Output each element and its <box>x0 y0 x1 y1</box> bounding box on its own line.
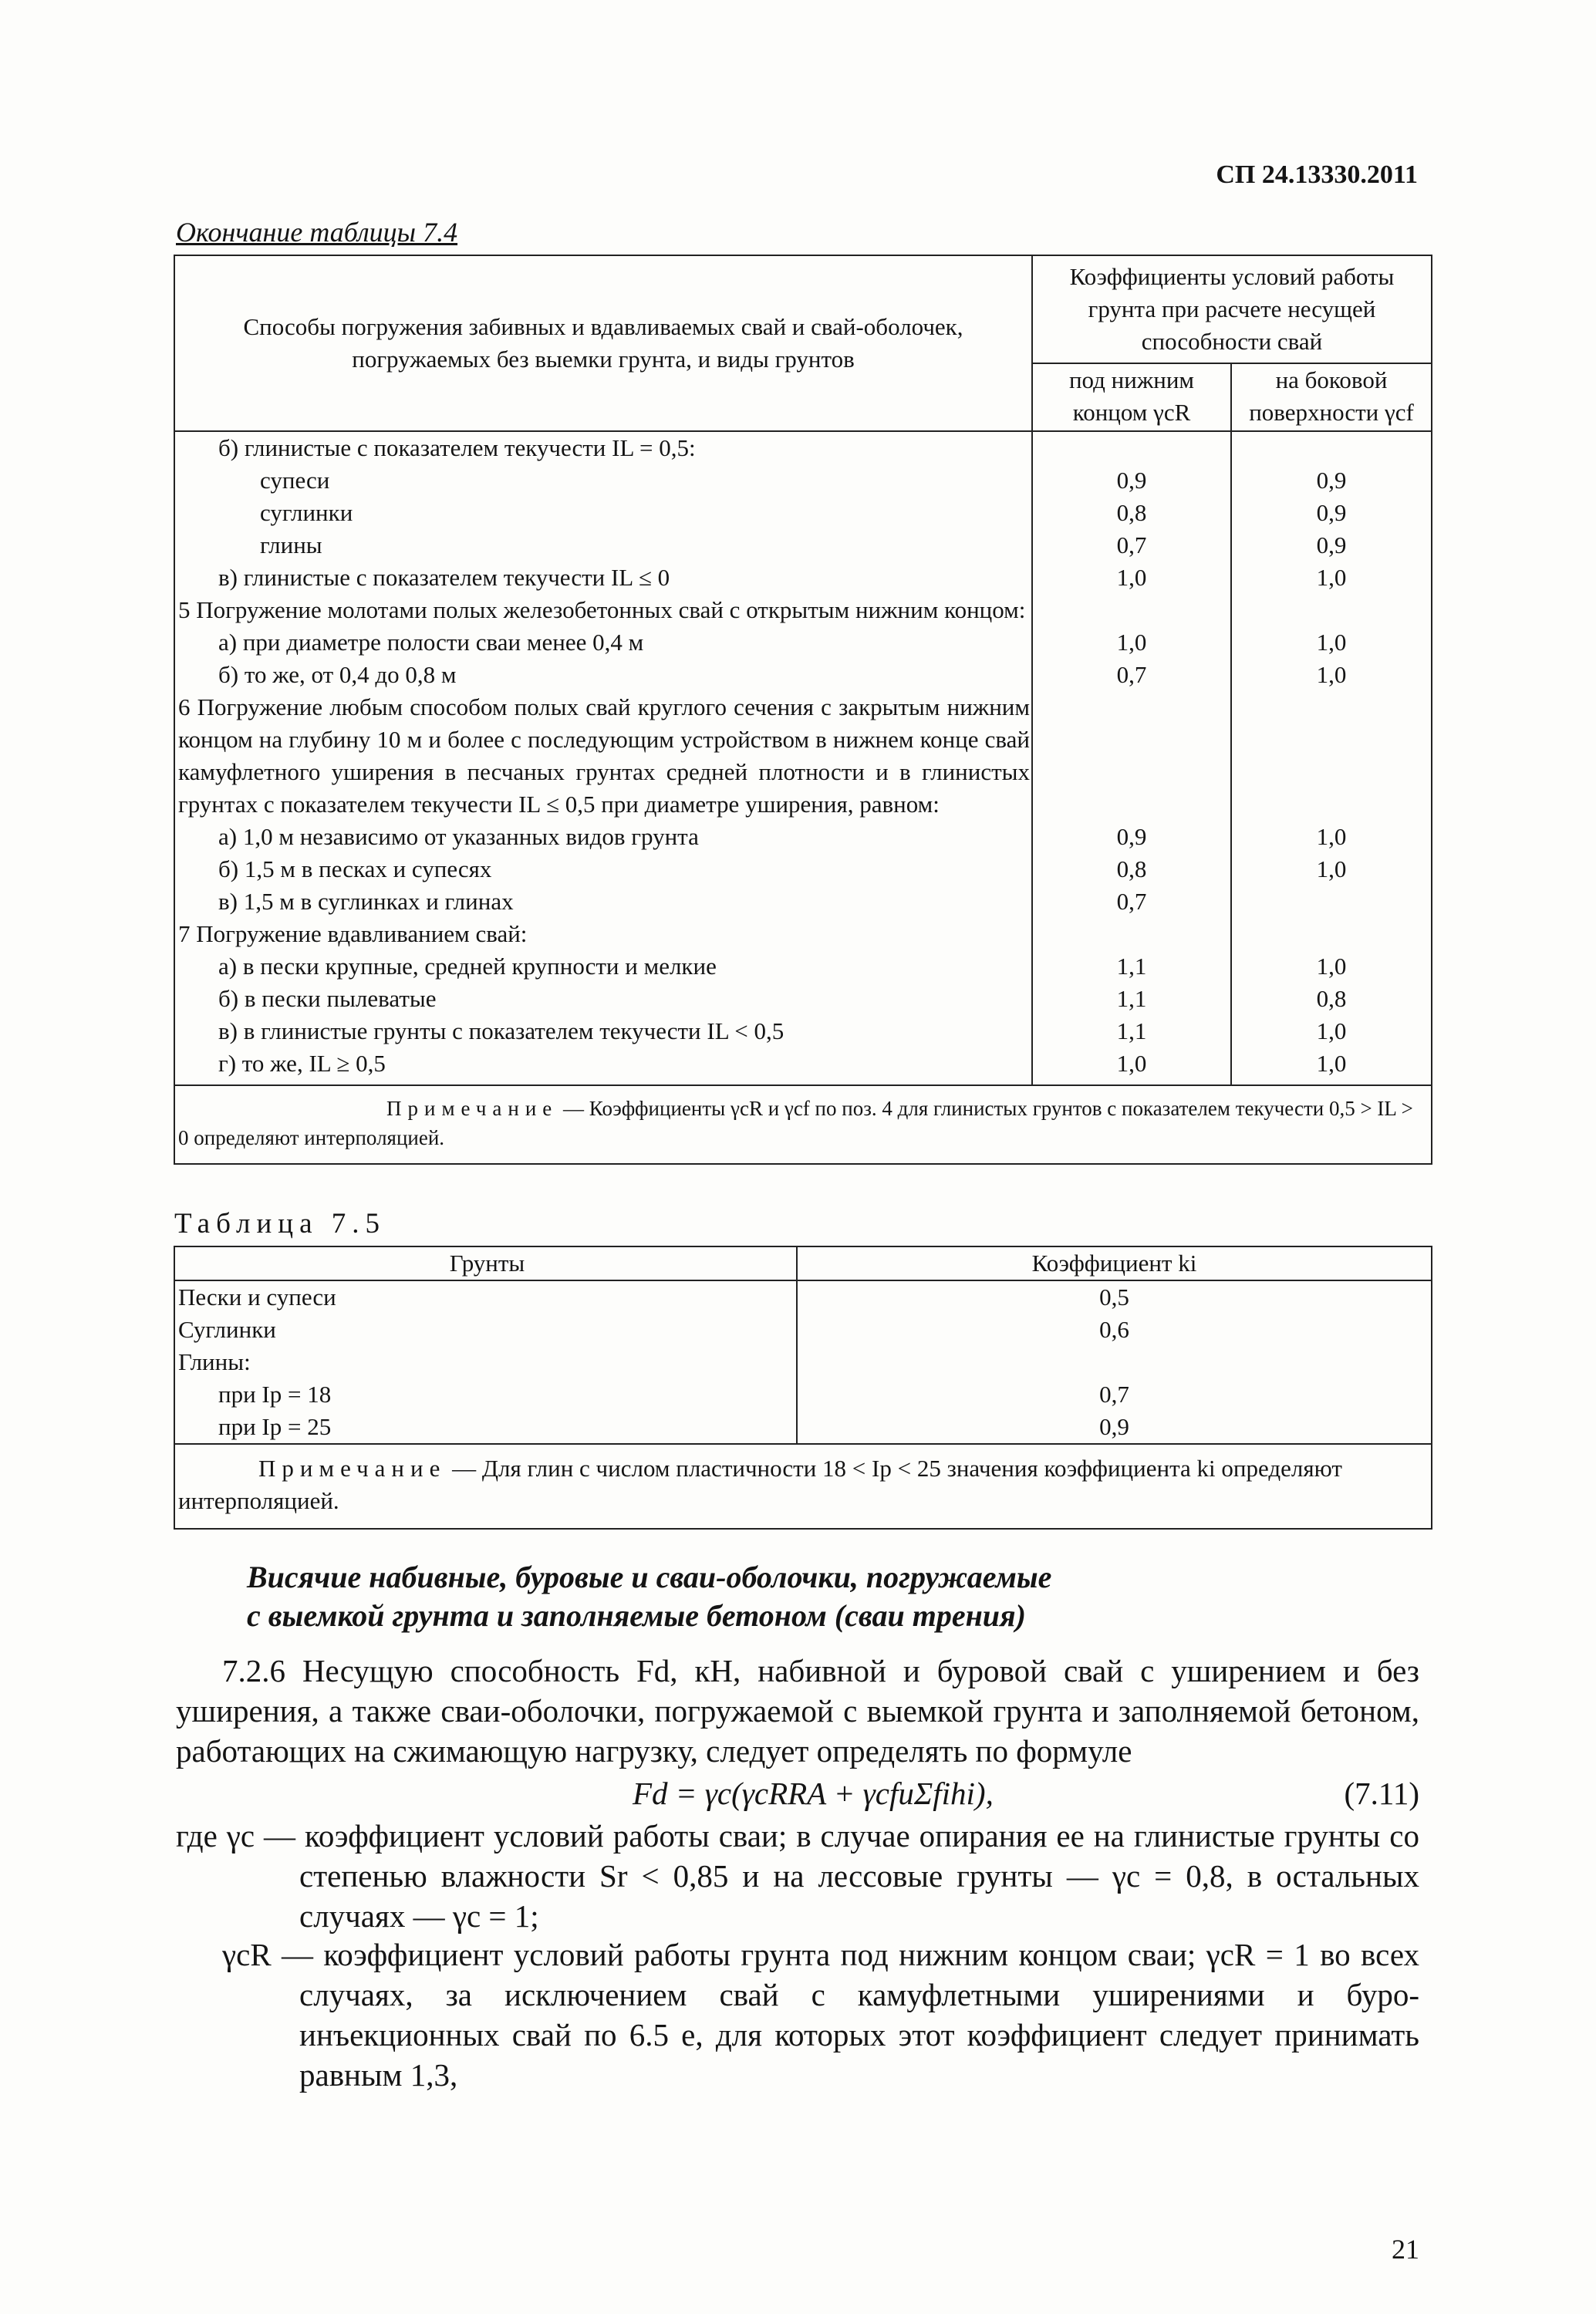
col-header-lower-end: под нижним концом γcR <box>1032 363 1231 431</box>
table-7-4 <box>174 255 1432 1165</box>
row-gamma-cR <box>1032 691 1231 821</box>
row-gamma-cf: 1,0 <box>1316 855 1347 882</box>
formula-expression: Fd = γc(γcRRA + γcfuΣfihi), <box>633 1776 994 1811</box>
table-row <box>174 431 1432 464</box>
table-row <box>174 626 1432 659</box>
row-gamma-cR <box>1032 594 1231 626</box>
col-header-soils: Грунты <box>174 1246 797 1280</box>
formula-number: (7.11) <box>1344 1776 1419 1811</box>
soil-ki <box>797 1346 1432 1378</box>
where-gamma-c: где γc — коэффициент условий работы сваи; в случае опирания ее на глинистые грунты со степенью влажности Sr < 0,85 и на лессовые грунты — γc = 0,8, в остальных случаях — γc = 1; <box>176 1818 1419 1934</box>
row-text: в) в глинистые грунты с показателем текучести IL < 0,5 <box>174 1015 1032 1047</box>
soil-name: при Ip = 18 <box>174 1378 797 1411</box>
row-gamma-cf: 0,8 <box>1316 985 1347 1012</box>
table-note <box>174 1444 1432 1529</box>
row-text: суглинки <box>174 497 1032 529</box>
soil-name: Суглинки <box>174 1314 797 1346</box>
table-row <box>174 497 1432 529</box>
row-gamma-cR: 0,8 <box>1032 497 1231 529</box>
row-text: а) в пески крупные, средней крупности и мелкие <box>174 950 1032 983</box>
table-row <box>174 983 1432 1015</box>
col-header-side-surface: на боковой поверхности γcf <box>1231 363 1432 431</box>
table-row <box>174 821 1432 853</box>
row-text: б) 1,5 м в песках и супесях <box>174 853 1032 885</box>
row-gamma-cf <box>1231 691 1432 821</box>
row-gamma-cf: 1,0 <box>1316 629 1347 656</box>
table-row <box>174 1280 1432 1314</box>
soil-name: при Ip = 25 <box>174 1411 797 1444</box>
col-header-ki: Коэффициент ki <box>797 1246 1432 1280</box>
row-text: 6 Погружение любым способом полых свай круглого сечения с закрытым нижним концом на глубину 10 м и более с последующим устройством в нижнем конце свай камуфлетного уширения в песчаных грунтах средней плотности и в глинистых грунтах с показателем текучести IL ≤ 0,5 при диаметре уширения, равном: <box>174 691 1032 821</box>
note-label: Примечание <box>258 1455 447 1482</box>
row-text: супеси <box>174 464 1032 497</box>
row-gamma-cf: 1,0 <box>1316 661 1347 688</box>
table-row <box>174 529 1432 562</box>
row-gamma-cf: 1,0 <box>1316 953 1347 980</box>
table-row <box>174 853 1432 885</box>
row-gamma-cR: 0,8 <box>1032 853 1231 885</box>
where-gamma-cR: γcR — коэффициент условий работы грунта под нижним концом сваи; γcR = 1 во всех случаях, за исключением свай с камуфлетными уширениями и буро-инъекционных свай по 6.5 е, для которых этот коэффициент следует принимать равным 1,3, <box>222 1937 1419 2093</box>
note-label: Примечание <box>386 1097 558 1120</box>
page-number: 21 <box>1392 2234 1419 2265</box>
row-gamma-cf: 0,9 <box>1316 499 1347 526</box>
table-row <box>174 1378 1432 1411</box>
table-continuation-label: Окончание таблицы 7.4 <box>176 217 458 248</box>
table-row <box>174 918 1432 950</box>
table-7-5 <box>174 1246 1432 1530</box>
table-row <box>174 885 1432 918</box>
row-gamma-cf: 0,9 <box>1316 531 1347 558</box>
soil-ki: 0,6 <box>1099 1316 1129 1343</box>
row-gamma-cR: 1,0 <box>1032 626 1231 659</box>
row-gamma-cf <box>1231 918 1432 950</box>
row-gamma-cf <box>1231 885 1432 918</box>
paragraph-7-2-6: 7.2.6 Несущую способность Fd, кН, набивной и буровой свай с уширением и без уширения, а также сваи-оболочки, погружаемой с выемкой грунта и заполняемой бетоном, работающих на сжимающую нагрузку, следует определять по формуле <box>176 1653 1419 1769</box>
row-gamma-cR: 1,1 <box>1032 950 1231 983</box>
row-gamma-cR: 0,7 <box>1032 885 1231 918</box>
row-gamma-cR: 0,7 <box>1032 659 1231 691</box>
row-text: в) 1,5 м в суглинках и глинах <box>174 885 1032 918</box>
row-text: глины <box>174 529 1032 562</box>
soil-ki: 0,5 <box>1099 1283 1129 1310</box>
table-row <box>174 1346 1432 1378</box>
table-row <box>174 1314 1432 1346</box>
row-text: б) глинистые с показателем текучести IL = 0,5: <box>174 431 1032 464</box>
row-gamma-cR: 1,0 <box>1032 1047 1231 1085</box>
row-gamma-cR <box>1032 918 1231 950</box>
row-gamma-cR: 0,7 <box>1032 529 1231 562</box>
section-heading-line1: Висячие набивные, буровые и сваи-оболочки, погружаемые <box>247 1560 1052 1594</box>
standard-code: СП 24.13330.2011 <box>1216 160 1418 189</box>
table-note <box>174 1085 1432 1164</box>
soil-name: Пески и супеси <box>174 1280 797 1314</box>
row-gamma-cR: 1,0 <box>1032 562 1231 594</box>
row-text: 5 Погружение молотами полых железобетонных свай с открытым нижним концом: <box>174 594 1032 626</box>
row-gamma-cf <box>1231 594 1432 626</box>
row-gamma-cf: 1,0 <box>1316 1017 1347 1044</box>
table-row <box>174 594 1432 626</box>
row-gamma-cf: 0,9 <box>1316 467 1347 494</box>
table-row <box>174 950 1432 983</box>
section-heading <box>247 1558 1250 1635</box>
row-gamma-cf: 1,0 <box>1316 1050 1347 1077</box>
row-gamma-cR: 1,1 <box>1032 983 1231 1015</box>
note-text: — Для глин с числом пластичности 18 < Ip < 25 значения коэффициента ki определяют интерполяцией. <box>178 1455 1342 1514</box>
col-header-method: Способы погружения забивных и вдавливаемых свай и свай-оболочек, погружаемых без выемки грунта, и виды грунтов <box>174 255 1032 431</box>
row-text: в) глинистые с показателем текучести IL ≤ 0 <box>174 562 1032 594</box>
table-row <box>174 1047 1432 1085</box>
table-row <box>174 1015 1432 1047</box>
row-gamma-cR: 1,1 <box>1032 1015 1231 1047</box>
row-gamma-cR: 0,9 <box>1032 464 1231 497</box>
table-row <box>174 1411 1432 1444</box>
table-row <box>174 562 1432 594</box>
row-gamma-cR <box>1032 431 1231 464</box>
table-row <box>174 659 1432 691</box>
section-heading-line2: с выемкой грунта и заполняемые бетоном (сваи трения) <box>247 1598 1026 1633</box>
row-text: г) то же, IL ≥ 0,5 <box>174 1047 1032 1085</box>
row-text: а) при диаметре полости сваи менее 0,4 м <box>174 626 1032 659</box>
col-header-coefficients: Коэффициенты условий работы грунта при расчете несущей способности свай <box>1032 255 1432 363</box>
table-row <box>174 691 1432 821</box>
row-text: б) то же, от 0,4 до 0,8 м <box>174 659 1032 691</box>
soil-ki: 0,9 <box>1099 1413 1129 1440</box>
row-text: 7 Погружение вдавливанием свай: <box>174 918 1032 950</box>
row-gamma-cf: 1,0 <box>1316 564 1347 591</box>
note-text: — Коэффициенты γcR и γcf по поз. 4 для глинистых грунтов с показателем текучести 0,5 > IL > 0 определяют интерполяцией. <box>178 1097 1413 1149</box>
row-gamma-cf: 1,0 <box>1316 823 1347 850</box>
row-gamma-cf <box>1231 431 1432 464</box>
table-row <box>174 464 1432 497</box>
table-7-5-caption: Таблица 7.5 <box>174 1208 386 1240</box>
row-text: б) в пески пылеватые <box>174 983 1032 1015</box>
soil-ki: 0,7 <box>1099 1381 1129 1408</box>
soil-name: Глины: <box>174 1346 797 1378</box>
row-gamma-cR: 0,9 <box>1032 821 1231 853</box>
row-text: а) 1,0 м независимо от указанных видов грунта <box>174 821 1032 853</box>
